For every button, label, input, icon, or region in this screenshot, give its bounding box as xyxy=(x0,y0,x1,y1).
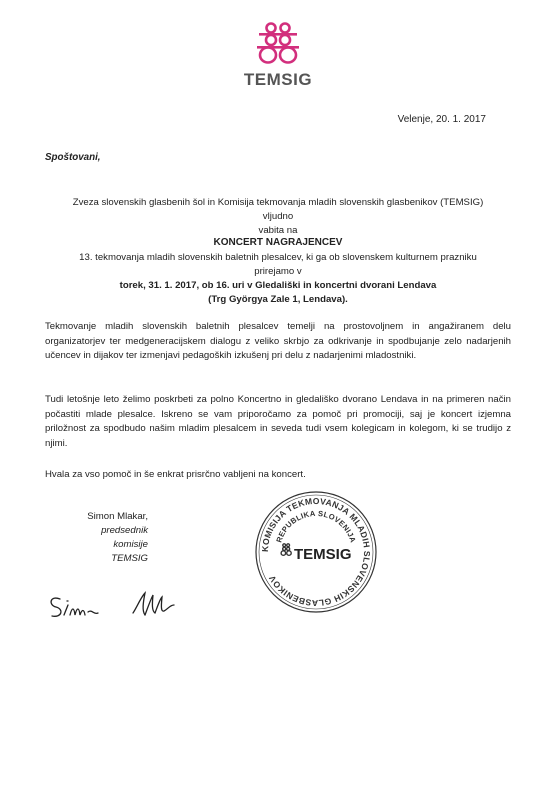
official-stamp xyxy=(251,487,381,617)
date-line: Velenje, 20. 1. 2017 xyxy=(397,114,486,125)
logo-emblem-icon xyxy=(256,20,300,68)
signer-org: TEMSIG xyxy=(111,553,148,564)
intro-paragraph xyxy=(60,196,496,238)
body-paragraph: Hvala za vso pomoč in še enkrat prisrčno vabljeni na koncert. xyxy=(45,469,306,480)
intro-line: Zveza slovenskih glasbenih šol in Komisija tekmovanja mladih slovenskih glasbenikov (TEMSIG) vljudno xyxy=(72,197,484,222)
intro-line: vabita na xyxy=(258,225,298,236)
event-date-line: torek, 31. 1. 2017, ob 16. uri v Gledališki in koncertni dvorani Lendava xyxy=(119,280,437,291)
event-title: KONCERT NAGRAJENCEV xyxy=(213,237,343,248)
stamp-inner-text: REPUBLIKA SLOVENIJA xyxy=(274,508,358,544)
temsig-logo xyxy=(238,20,318,90)
stamp-outer-text: KOMISIJA TEKMOVANJA MLADIH SLOVENSKIH GLASBENIKOV xyxy=(259,495,373,609)
logo-text: TEMSIG xyxy=(243,70,313,89)
signer-title: predsednik komisije xyxy=(101,525,148,550)
handwritten-signature xyxy=(42,585,192,623)
event-description-line: 13. tekmovanja mladih slovenskih baletnih plesalcev, ki ga ob slovenskem kulturnem prazniku xyxy=(79,252,477,263)
event-description-line: prirejamo v xyxy=(254,266,302,277)
stamp-emblem-icon xyxy=(281,544,291,555)
signer-block xyxy=(66,510,148,566)
stamp-center-text: TEMSIG xyxy=(294,546,352,563)
body-paragraph: Tudi letošnje leto želimo poskrbeti za polno Koncertno in gledališko dvorano Lendava in na primeren način počastiti mlade plesalce. Iskreno se vam priporočamo za pomoč pri promociji, saj je koncert izjemna priložnost za spodbudo našim mladim plesalcem in seveda tudi vsem kolegicam in kolegom, ki se trudijo z njimi. xyxy=(45,394,511,449)
event-description xyxy=(60,251,496,279)
event-place-line: (Trg Györgya Zale 1, Lendava). xyxy=(208,294,348,305)
event-date-place xyxy=(60,279,496,307)
body-paragraph: Tekmovanje mladih slovenskih baletnih plesalcev temelji na prostovoljnem in angažiranem delu organizatorjev ter medgeneracijskem dialogu z veliko skrbjo za odkrivanje in spodbujanje zelo nadarjenih učencev in dijakov ter izmenjavi pedagoških izkušenj pri delu z nadarjenimi mladostniki. xyxy=(45,321,511,361)
signer-name: Simon Mlakar, xyxy=(87,511,148,522)
salutation: Spoštovani, xyxy=(45,152,101,163)
